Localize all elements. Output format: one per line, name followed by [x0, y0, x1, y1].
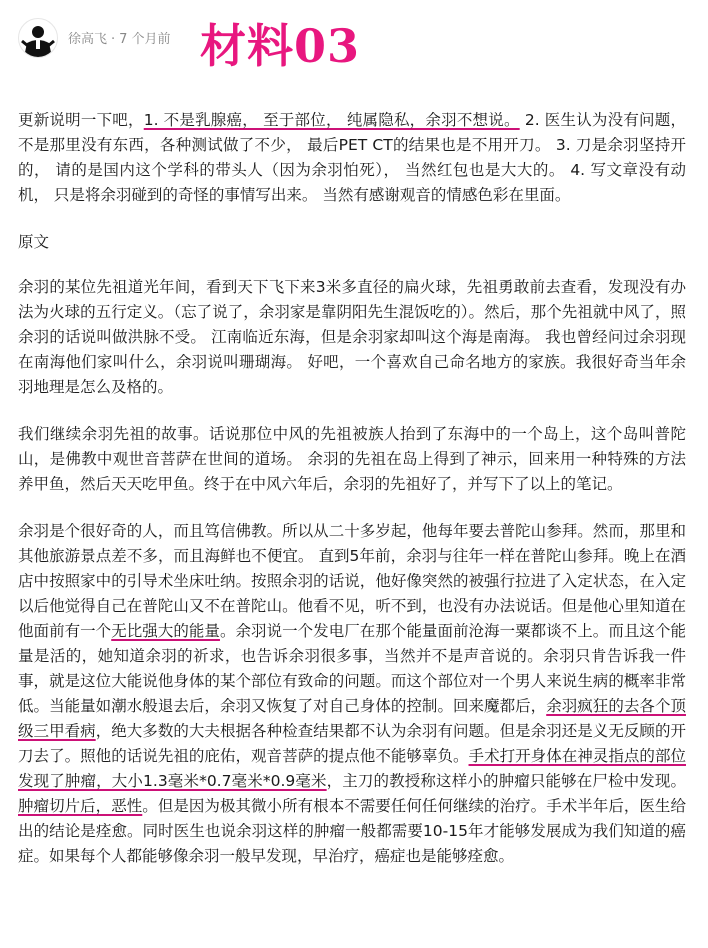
article-body [18, 108, 686, 891]
paragraph-ancestor-continued: 我们继续余羽先祖的故事。话说那位中风的先祖被族人抬到了东海中的一个岛上，这个岛叫普陀山，是佛教中观世音菩萨在世间的道场。 余羽的先祖在岛上得到了神示，回来用一种特殊的方法养甲鱼，然后天天吃甲鱼。终于在中风六年后，余羽的先祖好了，并写下了以上的笔记。 [18, 425, 686, 493]
text-run: 2. 医生认为没有问题， 不是那里没有东西，各种测试做了不少， 最后PET CT的结果也是不用开刀。 3. 刀是余羽坚持开的， 请的是国内这个学科的带头人（因为余羽怕死）， 当然红包也是大大的。 4. 写文章没有动机， 只是将余羽碰到的奇怪的事情写出来。 当然有感谢观音的情感色彩在里面。 [18, 111, 686, 204]
author-avatar[interactable] [18, 18, 58, 58]
text-run: 余羽是个很好奇的人，而且笃信佛教。所以从二十多岁起，他每年要去普陀山参拜。然而，那里和其他旅游景点差不多，而且海鲜也不便宜。 直到5年前，余羽与往年一样在普陀山参拜。晚上在酒店中按照家中的引导术坐床吐纳。按照余羽的话说，他好像突然的被强行拉进了入定状态，在入定以后他觉得自己在普陀山又不在普陀山。他看不见，听不到，也没有办法说话。但是他心里知道在他面前有一个 [18, 522, 686, 640]
author-name[interactable]: 徐高飞 [68, 32, 108, 47]
text-run: ，主刀的教授称这样小的肿瘤只能够在尸检中发现。 [326, 772, 686, 790]
underlined-text: 肿瘤切片后，恶性 [18, 797, 143, 815]
underlined-text: 手术打开身体在神灵指点的部位发现了肿瘤，大小1.3毫米*0.7毫米*0.9毫米 [18, 747, 686, 790]
text-run: ，绝大多数的大夫根据各种检查结果都不认为余羽有问题。但是余羽还是义无反顾的开刀去了。照他的话说先祖的庇佑，观音菩萨的提点他不能够辜负。 [18, 722, 686, 765]
author-meta [68, 28, 171, 47]
post-header [18, 14, 698, 73]
update-note-paragraph [18, 108, 686, 208]
paragraph-ancestor: 余羽的某位先祖道光年间，看到天下飞下来3米多直径的扁火球，先祖勇敢前去查看，发现没有办法为火球的五行定义。（忘了说了，余羽家是靠阴阳先生混饭吃的）。然后，那个先祖就中风了，照余羽的话说叫做洪脉不受。 江南临近东海，但是余羽家却叫这个海是南海。 我也曾经问过余羽现在南海他们家叫什么，余羽说叫珊瑚海。 好吧，一个喜欢自己命名地方的家族。我很好奇当年余羽地理是怎么及格的。 [18, 278, 686, 396]
underlined-text: 1. 不是乳腺癌， 至于部位， 纯属隐私，余羽不想说。 [143, 111, 520, 129]
original-label: 原文 [18, 233, 50, 251]
post-time: 7 个月前 [119, 32, 171, 47]
text-run: 。但是因为极其微小所有根本不需要任何任何继续的治疗。手术半年后，医生给出的结论是痊愈。同时医生也说余羽这样的肿瘤一般都需要10-15年才能够发展成为我们知道的癌症。如果每个人都能够像余羽一般早发现，早治疗，癌症也是能够痊愈。 [18, 797, 686, 865]
text-run: 更新说明一下吧， [18, 111, 144, 129]
material-stamp: 材料03 [200, 19, 361, 73]
text-run: 。余羽说一个发电厂在那个能量面前沧海一粟都谈不上。而且这个能量是活的，她知道余羽的祈求，也告诉余羽很多事，当然并不是声音说的。余羽只肯告诉我一件事，就是这位大能说他身体的某个部位有致命的问题。而这个部位对一个男人来说生病的概率非常低。当能量如潮水般退去后，余羽又恢复了对自己身体的控制。回来魔都后， [18, 622, 686, 715]
underlined-text: 余羽疯狂的去各个顶级三甲看病 [18, 697, 686, 740]
meta-separator: · [111, 32, 116, 47]
person-silhouette-icon [19, 19, 57, 57]
paragraph-yuyu-story [18, 519, 686, 869]
underlined-text: 无比强大的能量 [111, 622, 220, 640]
